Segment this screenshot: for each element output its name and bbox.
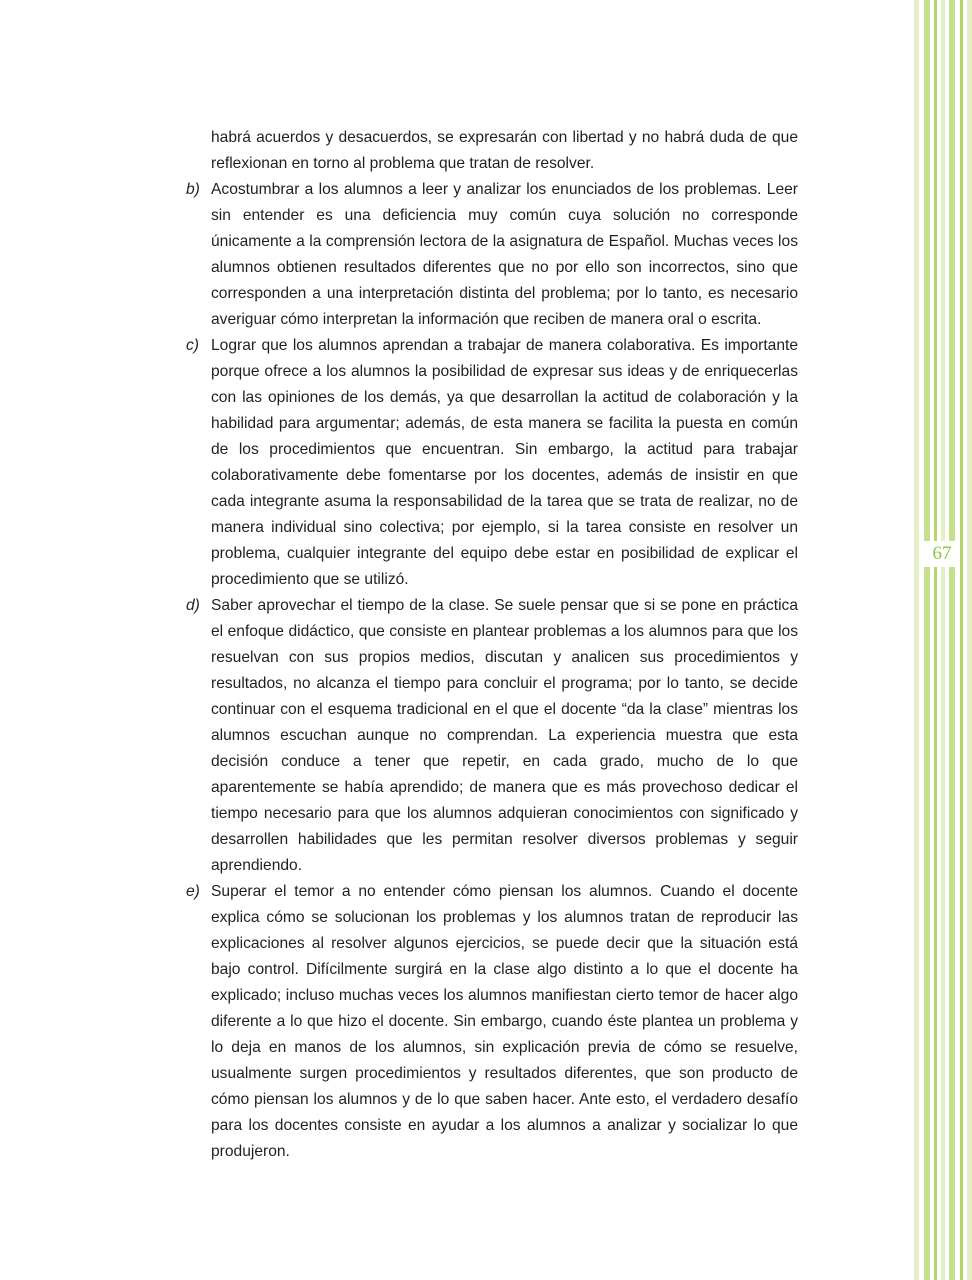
list-item-letter: c) [186, 337, 199, 354]
list-item-b [186, 177, 798, 333]
list-item-d [186, 593, 798, 879]
list-item-c [186, 333, 798, 593]
side-stripe [914, 0, 919, 1280]
list-item-text: Acostumbrar a los alumnos a leer y analizar los enunciados de los problemas. Leer sin entender es una deficiencia muy común cuya solución no corresponde únicamente a la comprensión lectora de la asignatura de Español. Muchas veces los alumnos obtienen resultados diferentes que no por ello son incorrectos, sino que corresponden a una interpretación distinta del problema; por lo tanto, es necesario averiguar cómo interpretan la información que reciben de manera oral o escrita. [211, 181, 798, 328]
side-stripe [949, 0, 955, 1280]
side-stripe [924, 0, 930, 1280]
list-item-letter: d) [186, 597, 200, 614]
body-text [186, 125, 798, 1165]
list-item-text: Saber aprovechar el tiempo de la clase. Se suele pensar que si se pone en práctica el enfoque didáctico, que consiste en plantear problemas a los alumnos para que los resuelvan con sus propios medios, discutan y analicen sus procedimientos y resultados, no alcanza el tiempo para concluir el programa; por lo tanto, se decide continuar con el esquema tradicional en el que el docente “da la clase” mientras los alumnos escuchan aunque no comprendan. La experiencia muestra que esta decisión conduce a tener que repetir, en cada grado, mucho de lo que aparentemente se había aprendido; de manera que es más provechoso dedicar el tiempo necesario para que los alumnos adquieran conocimientos con significado y desarrollen habilidades que les permitan resolver diversos problemas y seguir aprendiendo. [211, 597, 798, 874]
list-item-letter: e) [186, 883, 200, 900]
decorative-side-stripes [914, 0, 972, 1280]
list-item-letter: b) [186, 181, 200, 198]
side-stripe [941, 0, 945, 1280]
continuation-paragraph: habrá acuerdos y desacuerdos, se expresarán con libertad y no habrá duda de que reflexionan en torno al problema que tratan de resolver. [211, 129, 798, 172]
list-item-e [186, 879, 798, 1165]
list-item-text: Lograr que los alumnos aprendan a trabajar de manera colaborativa. Es importante porque ofrece a los alumnos la posibilidad de expresar sus ideas y de enriquecerlas con las opiniones de los demás, ya que desarrollan la actitud de colaboración y la habilidad para argumentar; además, de esta manera se facilita la puesta en común de los procedimientos que encuentran. Sin embargo, la actitud para trabajar colaborativamente debe fomentarse por los docentes, además de insistir en que cada integrante asuma la responsabilidad de la tarea que se trata de realizar, no de manera individual sino colectiva; por ejemplo, si la tarea consiste en resolver un problema, cualquier integrante del equipo debe estar en posibilidad de explicar el procedimiento que se utilizó. [211, 337, 798, 588]
list-item-text: Superar el temor a no entender cómo piensan los alumnos. Cuando el docente explica cómo se solucionan los problemas y los alumnos tratan de reproducir las explicaciones al resolver algunos ejercicios, se puede decir que la situación está bajo control. Difícilmente surgirá en la clase algo distinto a lo que el docente ha explicado; incluso muchas veces los alumnos manifiestan cierto temor de hacer algo diferente a lo que hizo el docente. Sin embargo, cuando éste plantea un problema y lo deja en manos de los alumnos, sin explicación previa de cómo se resuelve, usualmente surgen procedimientos y resultados diferentes, que son producto de cómo piensan los alumnos y de lo que saben hacer. Ante esto, el verdadero desafío para los docentes consiste en ayudar a los alumnos a analizar y socializar lo que produjeron. [211, 883, 798, 1160]
side-stripe [934, 0, 937, 1280]
side-stripe [960, 0, 963, 1280]
side-stripe [967, 0, 972, 1280]
page-number: 67 [924, 541, 960, 567]
